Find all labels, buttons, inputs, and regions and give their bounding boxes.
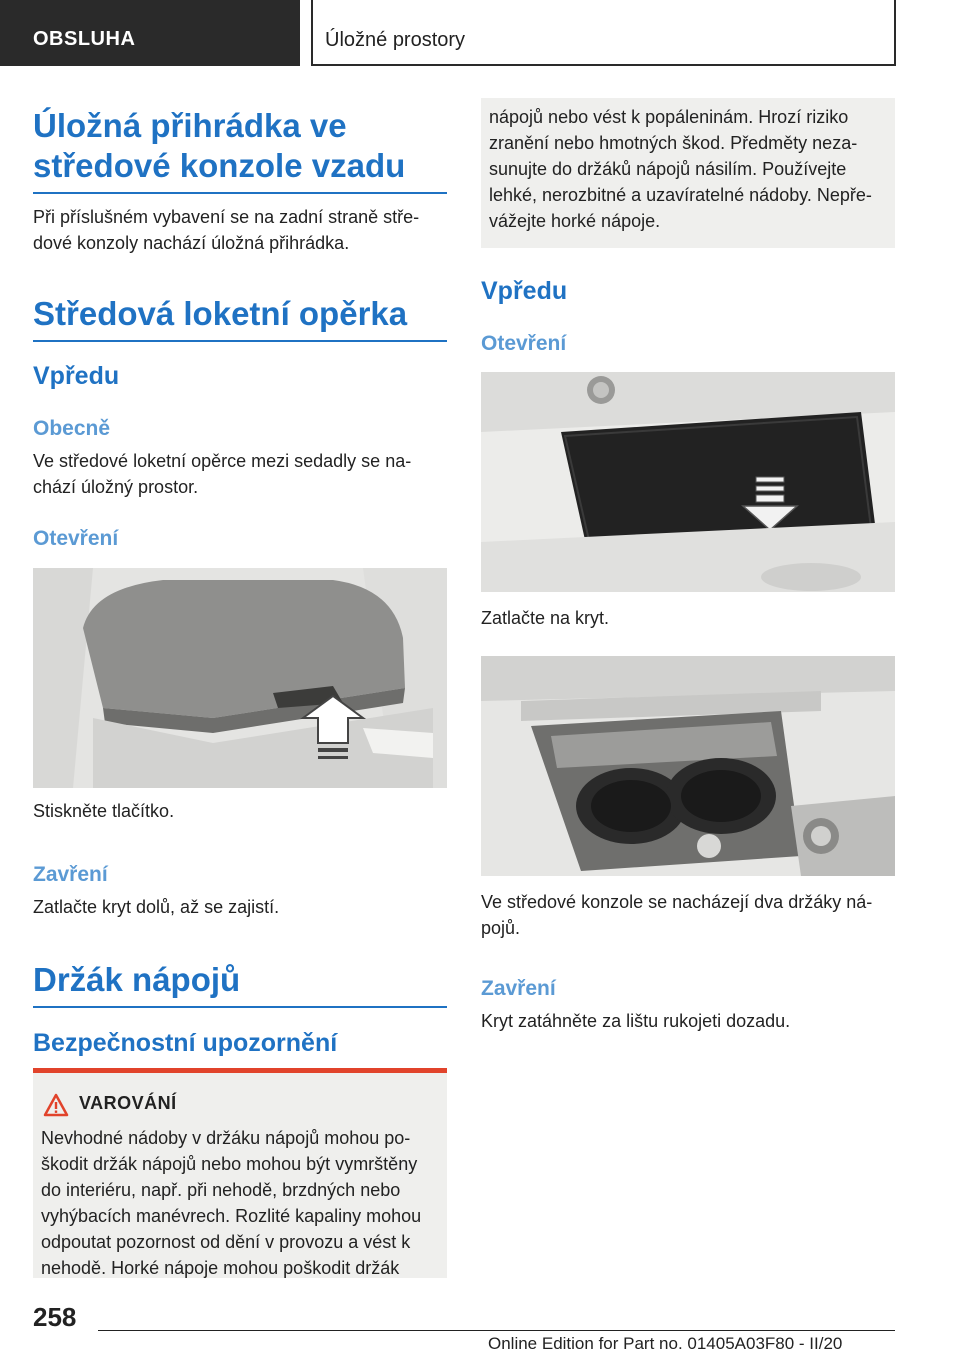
edition-text: Online Edition for Part no. 01405A03F80 - II/20: [488, 1334, 843, 1353]
cupholders-image: [481, 656, 895, 876]
subheading-front: Vpředu: [33, 362, 120, 390]
page-header: [0, 0, 960, 66]
chapter-title: Úložné prostory: [311, 0, 896, 66]
subheading-close: Zavření: [33, 863, 108, 886]
paragraph-storage-rear: Při příslušném vybavení se na zadní straně stře-dové konzoly nachází úložná přihrádka.: [33, 207, 420, 253]
section-tab[interactable]: OBSLUHA: [0, 0, 300, 66]
console-cover-image: [481, 372, 895, 592]
subheading-general: Obecně: [33, 417, 111, 440]
paragraph-close: Zatlačte kryt dolů, až se zajistí.: [33, 897, 280, 917]
warning-text: Nevhodné nádoby v držáku nápojů mohou po-škodit držák nápojů nebo mohou být vymrštěny do interiéru, např. při nehodě, brzdných nebo vyhýbacích manévrech. Rozlité kapaliny mohou odpoutat pozornost od dění v provozu a vést k nehodě. Horké nápoje mohou poškodit držák: [41, 1128, 422, 1278]
warning-text-continued: nápojů nebo vést k popáleninám. Hrozí riziko zranění nebo hmotných škod. Předměty neza-sunujte do držáků nápojů násilím. Používejte lehké, nerozbitné a uzavíratelné nádoby. Nepře-vážejte horké nápoje.: [489, 107, 872, 231]
armrest-image: [33, 568, 447, 788]
subheading-safety: Bezpečnostní upozornění: [33, 1029, 338, 1057]
subheading-front-right: Vpředu: [481, 277, 568, 305]
warning-box: [33, 1068, 447, 1278]
paragraph-close-right: Kryt zatáhněte za lištu rukojeti dozadu.: [481, 1011, 791, 1031]
caption-two-holders: Ve středové konzole se nacházejí dva držáky ná-pojů.: [481, 892, 873, 938]
warning-box-continued: [481, 98, 895, 248]
subheading-close-right: Zavření: [481, 977, 556, 1000]
subheading-open: Otevření: [33, 527, 119, 550]
paragraph-general: Ve středové loketní opěrce mezi sedadly se na-chází úložný prostor.: [33, 451, 412, 497]
subheading-open-right: Otevření: [481, 332, 567, 355]
warning-title: VAROVÁNÍ: [79, 1093, 177, 1113]
caption-press-button: Stiskněte tlačítko.: [33, 801, 175, 821]
heading-storage-rear: Úložná přihrádka ve středové konzole vzadu: [33, 106, 447, 194]
heading-cupholder: Držák nápojů: [33, 960, 447, 1008]
footer-divider: [98, 1330, 895, 1331]
page-number: 258: [33, 1302, 77, 1332]
warning-triangle-icon: [43, 1093, 69, 1117]
heading-armrest: Středová loketní opěrka: [33, 294, 447, 342]
caption-push-cover: Zatlačte na kryt.: [481, 608, 610, 628]
